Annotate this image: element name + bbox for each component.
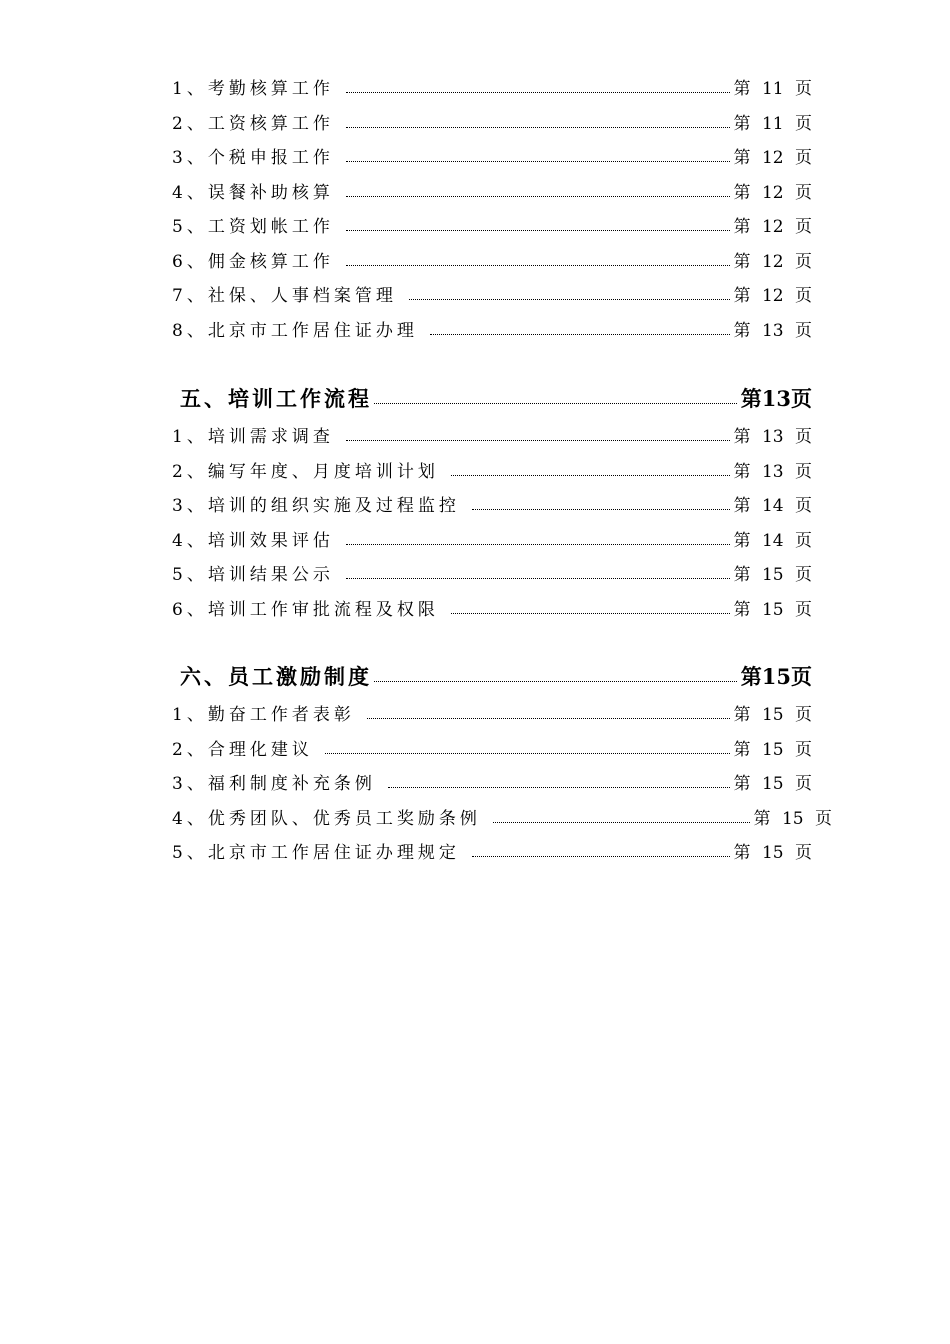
dot-leader <box>325 753 730 754</box>
toc-entry[interactable] <box>172 418 812 448</box>
toc-entry-label: 4、误餐补助核算 <box>172 183 334 203</box>
dot-leader <box>346 127 730 128</box>
dot-leader <box>346 265 730 266</box>
toc-entry-page: 第 12 页 <box>733 183 812 203</box>
toc-entry-label: 1、考勤核算工作 <box>172 79 334 99</box>
toc-entry-label: 5、培训结果公示 <box>172 565 334 585</box>
toc-entry-label: 2、编写年度、月度培训计划 <box>172 462 439 482</box>
toc-entry[interactable] <box>172 487 812 517</box>
toc-entry-label: 1、培训需求调查 <box>172 427 334 447</box>
dot-leader <box>374 681 737 682</box>
toc-entry-page: 第 12 页 <box>733 252 812 272</box>
toc-entry-page: 第 11 页 <box>733 114 812 134</box>
dot-leader <box>374 403 737 404</box>
dot-leader <box>346 92 730 93</box>
dot-leader <box>346 578 730 579</box>
dot-leader <box>451 613 730 614</box>
dot-leader <box>346 544 730 545</box>
toc-section-heading[interactable] <box>172 382 812 412</box>
toc-entry[interactable] <box>172 522 812 552</box>
toc-entry-label: 2、合理化建议 <box>172 740 313 760</box>
toc-entry-page: 第 14 页 <box>733 531 812 551</box>
toc-entry-label: 5、工资划帐工作 <box>172 217 334 237</box>
toc-entry[interactable] <box>172 591 812 621</box>
dot-leader <box>367 718 730 719</box>
toc-entry-page: 第 15 页 <box>733 740 812 760</box>
dot-leader <box>493 822 750 823</box>
toc-entry[interactable] <box>172 834 812 864</box>
toc-entry[interactable] <box>172 731 812 761</box>
toc-entry[interactable] <box>172 70 812 100</box>
toc-entry-page: 第 13 页 <box>733 462 812 482</box>
toc-entry-page: 第 15 页 <box>733 843 812 863</box>
dot-leader <box>409 299 730 300</box>
toc-entry[interactable] <box>172 139 812 169</box>
toc-entry-label: 4、优秀团队、优秀员工奖励条例 <box>172 809 481 829</box>
dot-leader <box>346 161 730 162</box>
toc-entry[interactable] <box>172 696 812 726</box>
toc-entry-label: 1、勤奋工作者表彰 <box>172 705 355 725</box>
toc-entry-page: 第 15 页 <box>753 809 832 829</box>
toc-entry[interactable] <box>172 243 812 273</box>
toc-entry-label: 7、社保、人事档案管理 <box>172 286 397 306</box>
toc-entry[interactable] <box>172 105 812 135</box>
dot-leader <box>346 230 730 231</box>
toc-entry-label: 5、北京市工作居住证办理规定 <box>172 843 460 863</box>
dot-leader <box>346 196 730 197</box>
toc-heading-page: 第15页 <box>740 664 812 689</box>
toc-entry-page: 第 15 页 <box>733 774 812 794</box>
toc-entry[interactable] <box>172 312 812 342</box>
toc-heading-label: 五、培训工作流程 <box>180 386 372 411</box>
dot-leader <box>472 856 730 857</box>
toc-heading-page: 第13页 <box>740 386 812 411</box>
toc-entry-label: 6、佣金核算工作 <box>172 252 334 272</box>
toc-entry-page: 第 12 页 <box>733 217 812 237</box>
toc-section-heading[interactable] <box>172 660 812 690</box>
toc-entry-label: 2、工资核算工作 <box>172 114 334 134</box>
toc-entry[interactable] <box>172 277 812 307</box>
toc-entry-label: 4、培训效果评估 <box>172 531 334 551</box>
toc-entry[interactable] <box>172 174 812 204</box>
toc-entry-page: 第 13 页 <box>733 427 812 447</box>
toc-entry-page: 第 15 页 <box>733 565 812 585</box>
toc-entry-page: 第 15 页 <box>733 705 812 725</box>
toc-entry[interactable] <box>172 800 832 830</box>
toc-entry-page: 第 12 页 <box>733 148 812 168</box>
toc-entry-page: 第 12 页 <box>733 286 812 306</box>
toc-entry-page: 第 13 页 <box>733 321 812 341</box>
toc-entry[interactable] <box>172 556 812 586</box>
toc-entry-page: 第 14 页 <box>733 496 812 516</box>
toc-entry-label: 8、北京市工作居住证办理 <box>172 321 418 341</box>
dot-leader <box>472 509 730 510</box>
toc-entry-label: 3、福利制度补充条例 <box>172 774 376 794</box>
dot-leader <box>451 475 730 476</box>
toc-entry-page: 第 11 页 <box>733 79 812 99</box>
toc-entry-label: 3、个税申报工作 <box>172 148 334 168</box>
toc-heading-label: 六、员工激励制度 <box>180 664 372 689</box>
toc-entry-label: 3、培训的组织实施及过程监控 <box>172 496 460 516</box>
dot-leader <box>346 440 730 441</box>
toc-entry-page: 第 15 页 <box>733 600 812 620</box>
toc-entry-label: 6、培训工作审批流程及权限 <box>172 600 439 620</box>
toc-entry[interactable] <box>172 208 812 238</box>
dot-leader <box>430 334 730 335</box>
toc-entry[interactable] <box>172 453 812 483</box>
toc-entry[interactable] <box>172 765 812 795</box>
dot-leader <box>388 787 730 788</box>
